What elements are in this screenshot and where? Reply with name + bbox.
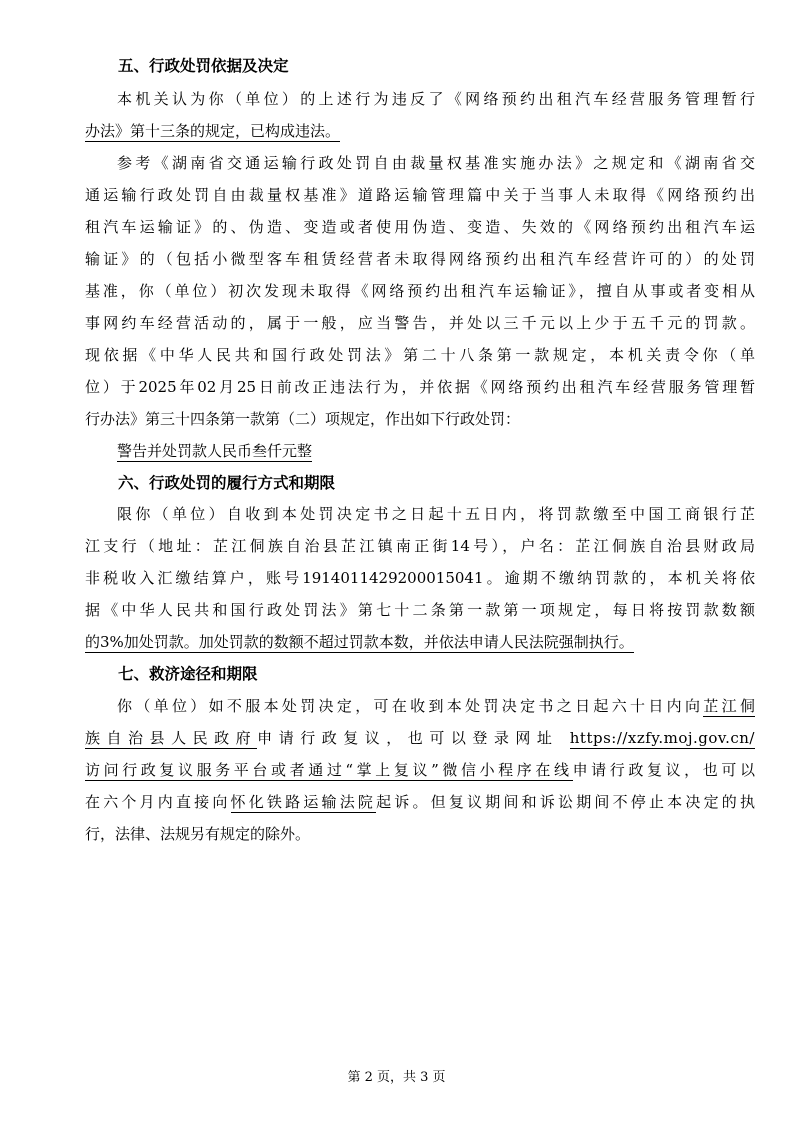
paragraph-line (85, 690, 755, 722)
section-7-heading: 七、救济途径和期限 (118, 665, 258, 683)
paragraph-line: 本机关认为你（单位）的上述行为违反了《网络预约出租汽车经营服务管理暂行 (117, 90, 755, 108)
underlined-text: 访问行政复议服务平台或者通过“掌上复议”微信小程序在线 (85, 761, 573, 779)
section-5-heading: 五、行政处罚依据及决定 (118, 57, 289, 75)
website-link[interactable]: https://xzfy.moj.gov.cn/ (569, 729, 755, 747)
section-5-paragraph-1 (85, 83, 755, 147)
paragraph-line: 行办法》第三十四条第一款第（二）项规定，作出如下行政处罚： (85, 410, 521, 428)
paragraph-line: 租汽车运输证》的、伪造、变造或者使用伪造、变造、失效的《网络预约出租汽车运 (85, 218, 755, 236)
paragraph-line (85, 115, 755, 147)
penalty-line (85, 435, 755, 467)
paragraph-line: 事网约车经营活动的，属于一般，应当警告，并处以三千元以上少于五千元的罚款。 (85, 314, 755, 332)
underlined-text: 族自治县人民政府 (85, 729, 258, 747)
paragraph-line: 输证》的（包括小微型客车租赁经营者未取得网络预约出租汽车经营许可的）的处罚 (85, 250, 755, 268)
text-run: 起诉。但复议期间和诉讼期间不停止本决定的执 (376, 793, 755, 811)
paragraph-line: 位）于2025年02月25日前改正违法行为，并依据《网络预约出租汽车经营服务管理暂 (85, 378, 755, 396)
paragraph-line: 非税收入汇缴结算户，账号1914011429200015041。逾期不缴纳罚款的，本机关将依 (85, 569, 755, 587)
text-run: 在六个月内直接向 (85, 793, 231, 811)
section-5-paragraph-2 (85, 147, 755, 435)
paragraph-line (85, 435, 755, 467)
paragraph-line: 通运输行政处罚自由裁量权基准》道路运输管理篇中关于当事人未取得《网络预约出 (85, 186, 755, 204)
paragraph-line (85, 626, 755, 658)
underlined-text: 芷江侗 (703, 697, 755, 715)
section-6-paragraph (85, 498, 755, 658)
paragraph-line (85, 786, 755, 818)
section-6-heading: 六、行政处罚的履行方式和期限 (118, 474, 336, 492)
underlined-text: 的3%加处罚款。加处罚款的数额不超过罚款本数，并依法申请人民法院强制执行。 (85, 633, 634, 651)
paragraph-line: 行，法律、法规另有规定的除外。 (85, 825, 311, 843)
paragraph-line: 基准，你（单位）初次发现未取得《网络预约出租汽车运输证》，擅自从事或者变相从 (85, 282, 755, 300)
text-run: 你（单位）如不服本处罚决定，可在收到本处罚决定书之日起六十日内向 (117, 697, 704, 715)
text-run: 申请行政复议，也可以登录网址 (257, 729, 559, 747)
page-footer: 第 2 页，共 3 页 (347, 1070, 446, 1085)
paragraph-line: 现依据《中华人民共和国行政处罚法》第二十八条第一款规定，本机关责令你（单 (85, 346, 755, 364)
paragraph-line (85, 754, 755, 786)
text-run: 申请行政复议，也可以 (572, 761, 755, 779)
underlined-text: 办法》第十三条的规定，已构成违法。 (85, 122, 341, 140)
paragraph-line (85, 722, 755, 754)
underlined-text: 怀化铁路运输法院 (230, 793, 377, 811)
section-7-paragraph (85, 690, 755, 850)
penalty-text: 警告并处罚款人民币叁仟元整 (117, 442, 313, 460)
paragraph-line: 限你（单位）自收到本处罚决定书之日起十五日内，将罚款缴至中国工商银行芷 (117, 505, 755, 523)
paragraph-line: 参考《湖南省交通运输行政处罚自由裁量权基准实施办法》之规定和《湖南省交 (117, 154, 755, 172)
paragraph-line: 江支行（地址：芷江侗族自治县芷江镇南正街14号），户名：芷江侗族自治县财政局 (85, 537, 755, 555)
paragraph-line: 据《中华人民共和国行政处罚法》第七十二条第一款第一项规定，每日将按罚款数额 (85, 601, 755, 619)
